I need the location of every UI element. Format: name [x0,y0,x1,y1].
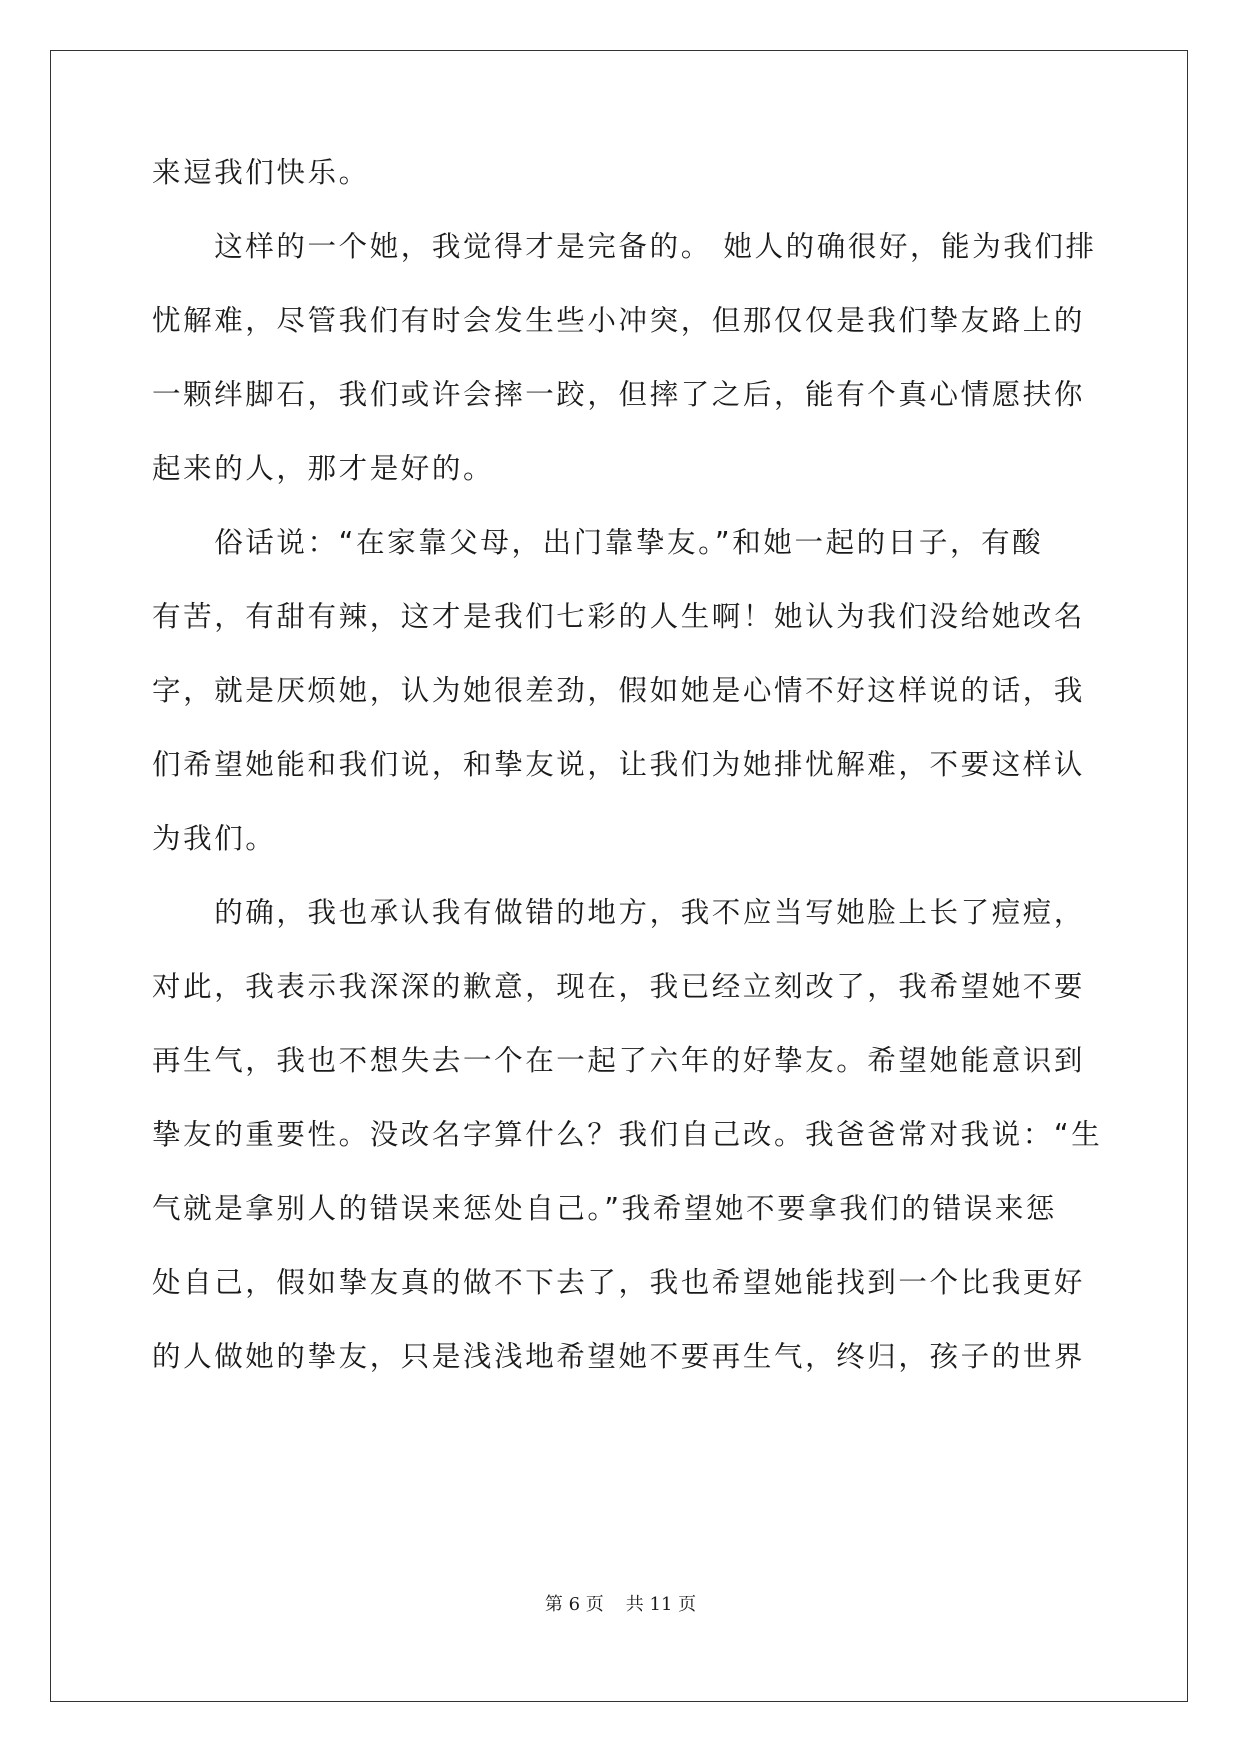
text-line: 挚友的重要性。没改名字算什么？我们自己改。我爸爸常对我说：“生 [152,1118,1103,1151]
text-line: 有苦，有甜有辣，这才是我们七彩的人生啊！她认为我们没给她改名 [152,600,1086,633]
page-footer [0,1590,1241,1616]
text-line: 俗话说：“在家靠父母，出门靠挚友。”和她一起的日子，有酸 [152,526,1044,559]
text-line: 的确，我也承认我有做错的地方，我不应当写她脸上长了痘痘， [152,896,1086,929]
text-line: 起来的人，那才是好的。 [152,452,495,485]
text-line: 气就是拿别人的错误来惩处自己。”我希望她不要拿我们的错误来惩 [152,1192,1058,1225]
text-line: 这样的一个她，我觉得才是完备的。 她人的确很好，能为我们排 [152,230,1097,263]
text-line: 为我们。 [152,822,277,855]
text-line: 忧解难，尽管我们有时会发生些小冲突，但那仅仅是我们挚友路上的 [152,304,1086,337]
text-line: 的人做她的挚友，只是浅浅地希望她不要再生气，终归，孩子的世界 [152,1340,1086,1373]
page-number: 第 6 页 [544,1594,604,1615]
text-line: 一颗绊脚石，我们或许会摔一跤，但摔了之后，能有个真心情愿扶你 [152,378,1086,411]
text-line: 字，就是厌烦她，认为她很差劲，假如她是心情不好这样说的话，我 [152,674,1086,707]
page-total: 共 11 页 [625,1594,697,1615]
text-line: 对此，我表示我深深的歉意，现在，我已经立刻改了，我希望她不要 [152,970,1086,1003]
text-line: 处自己，假如挚友真的做不下去了，我也希望她能找到一个比我更好 [152,1266,1086,1299]
text-line: 来逗我们快乐。 [152,156,370,189]
text-line: 再生气，我也不想失去一个在一起了六年的好挚友。希望她能意识到 [152,1044,1086,1077]
page-frame [50,50,1188,1702]
text-line: 们希望她能和我们说，和挚友说，让我们为她排忧解难，不要这样认 [152,748,1086,781]
